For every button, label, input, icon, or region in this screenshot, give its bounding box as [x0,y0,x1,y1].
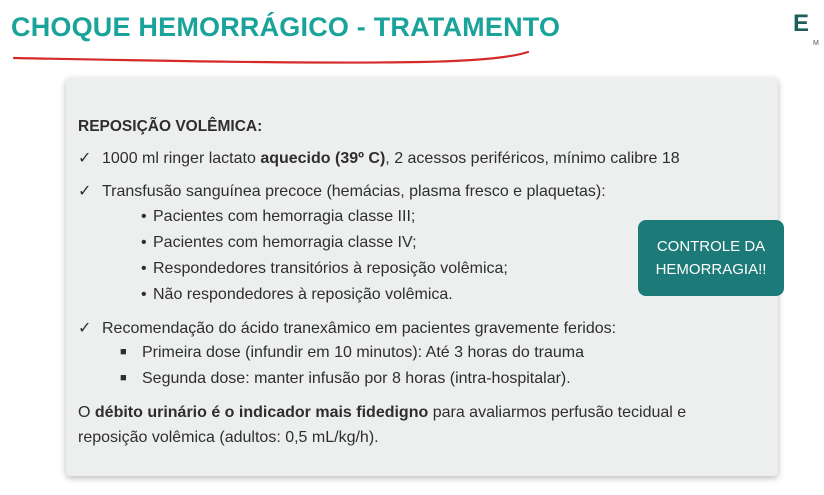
paragraph-pre: O [78,404,95,421]
sub-item [120,370,571,388]
sub-item [141,234,417,252]
page-title: CHOQUE HEMORRÁGICO - TRATAMENTO [11,12,561,42]
bullet-dot-icon: • [141,260,147,277]
urine-output-paragraph [78,400,758,450]
sub-item-text: Pacientes com hemorragia classe IV; [153,234,417,251]
item3-text: Recomendação do ácido tranexâmico em pacientes gravemente feridos: [102,320,617,337]
sub-item [141,208,415,226]
check-icon: ✓ [78,150,92,167]
list-item-ringer [78,148,680,168]
sub-item-text: Segunda dose: manter infusão por 8 horas (intra-hospitalar). [142,370,571,387]
sub-item-text: Pacientes com hemorragia classe III; [153,208,416,225]
logo-sub: M [813,40,819,47]
paragraph-bold: débito urinário é o indicador mais fidedigno [94,404,429,421]
sub-item-text: Respondedores transitórios à reposição volêmica; [153,260,508,277]
list-item-transfusion [78,181,606,201]
item2-text: Transfusão sanguínea precoce (hemácias, plasma fresco e plaquetas): [102,183,606,200]
check-icon: ✓ [78,183,92,200]
logo-letter: E [793,10,810,37]
sub-item [141,260,508,278]
check-icon: ✓ [78,320,92,337]
bullet-dot-icon: • [141,286,147,303]
item1-bold: aquecido (39º C) [260,150,386,167]
item1-pre: 1000 ml ringer lactato [102,150,261,167]
bullet-dot-icon: • [141,208,147,225]
bullet-square-icon: ■ [120,372,127,384]
list-item-tranexamic [78,318,616,338]
badge-line-2: HEMORRAGIA!! [655,261,767,278]
sub-item-text: Primeira dose (infundir em 10 minutos): Até 3 horas do trauma [142,344,584,361]
title-underline-stroke [14,52,528,63]
sub-item-text: Não respondedores à reposição volêmica. [153,286,453,303]
badge-line-1: CONTROLE DA [656,238,766,255]
sub-item [141,286,453,304]
sub-item [120,344,584,362]
paragraph-line-2: reposição volêmica (adultos: 0,5 mL/kg/h). [78,429,379,446]
paragraph-post: para avaliarmos perfusão tecidual e [428,404,687,421]
bullet-square-icon: ■ [120,346,127,358]
item1-post: , 2 acessos periféricos, mínimo calibre 18 [385,150,680,167]
section-heading: REPOSIÇÃO VOLÊMICA: [78,118,263,135]
bullet-dot-icon: • [141,234,147,251]
hemorrhage-control-badge [638,220,784,296]
brand-logo [793,10,824,50]
